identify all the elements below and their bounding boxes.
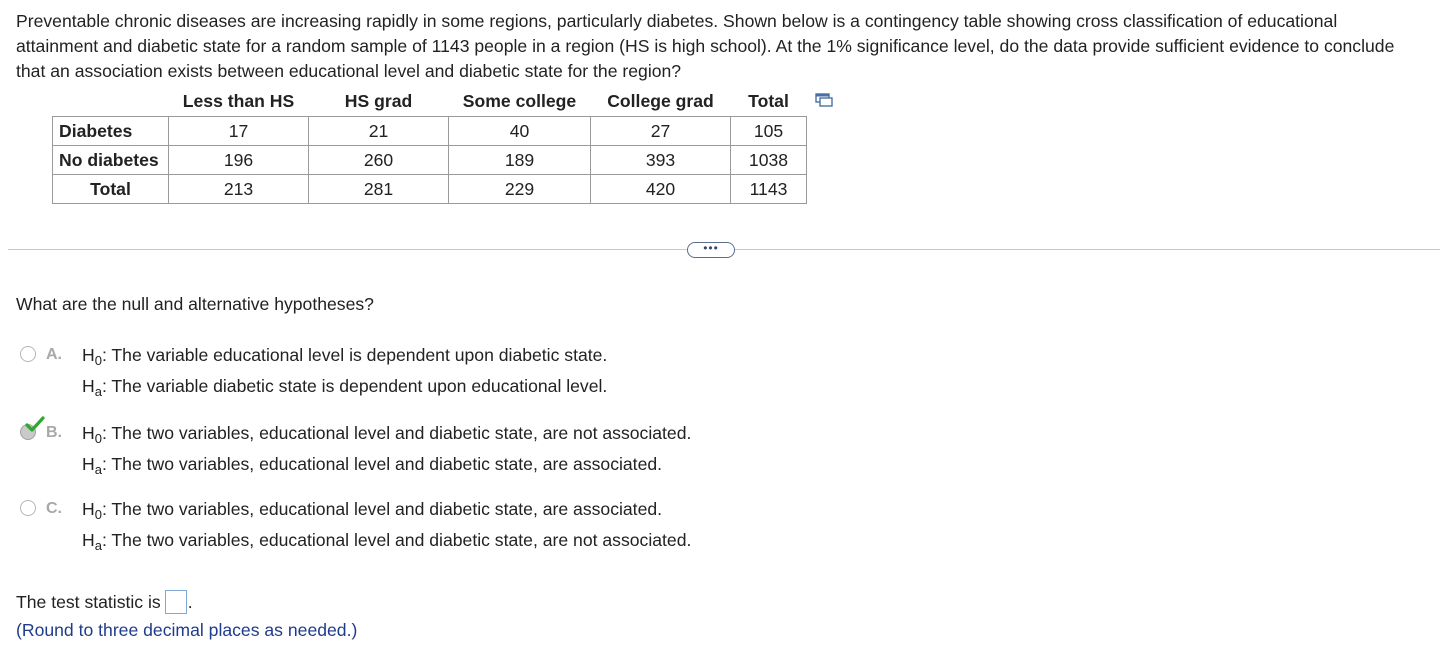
table-cell: 1038 [731, 146, 807, 175]
column-header-total: Total [748, 90, 789, 111]
alternative-hypothesis [82, 529, 691, 557]
table-row [53, 146, 807, 175]
test-statistic-line [16, 590, 193, 614]
h-subscript: a [94, 384, 102, 399]
null-hypothesis [82, 498, 662, 526]
table-cell: 213 [169, 175, 309, 204]
table-corner [53, 87, 169, 117]
column-header-less-than-hs: Less than HS [182, 90, 295, 111]
table-cell: 1143 [731, 175, 807, 204]
row-header-diabetes: Diabetes [53, 117, 169, 146]
rounding-note: (Round to three decimal places as needed.) [16, 620, 358, 640]
table-cell: 21 [309, 117, 449, 146]
row-header-total: Total [53, 175, 169, 204]
radio-option-a[interactable] [20, 346, 36, 362]
h-subscript: a [94, 538, 102, 553]
question-text: What are the null and alternative hypotheses? [16, 294, 374, 314]
table-row [53, 175, 807, 204]
h-subscript: 0 [94, 507, 102, 522]
row-header-no-diabetes: No diabetes [53, 146, 169, 175]
h-subscript: a [94, 462, 102, 477]
hypothesis-text: : The two variables, educational level and diabetic state, are associated. [101, 499, 663, 519]
test-statistic-label: The test statistic is [16, 592, 161, 612]
table-cell: 393 [591, 146, 731, 175]
problem-statement: Preventable chronic diseases are increasing rapidly in some regions, particularly diabetes. Shown below is a contingency table showing cross classification of educational attainment and diabetic state for a random sample of 1143 people in a region (HS is high school). At the 1% significance level, do the data provide sufficient evidence to conclude that an association exists between educational level and diabetic state for the region? [16, 11, 1395, 81]
table-cell: 229 [449, 175, 591, 204]
h-subscript: 0 [94, 431, 102, 446]
column-header-some-college: Some college [462, 90, 577, 111]
table-cell: 105 [731, 117, 807, 146]
null-hypothesis [82, 422, 691, 450]
h-symbol: H [82, 423, 95, 443]
table-cell: 17 [169, 117, 309, 146]
h-symbol: H [82, 376, 95, 396]
table-cell: 260 [309, 146, 449, 175]
hypothesis-text: : The two variables, educational level and diabetic state, are not associated. [101, 423, 692, 443]
table-cell: 40 [449, 117, 591, 146]
alternative-hypothesis [82, 453, 662, 481]
test-statistic-input[interactable] [165, 590, 187, 614]
table-cell: 420 [591, 175, 731, 204]
checkmark-icon [24, 416, 46, 434]
table-header-row [53, 87, 807, 117]
radio-option-c[interactable] [20, 500, 36, 516]
table-cell: 281 [309, 175, 449, 204]
option-letter: B. [46, 424, 62, 441]
contingency-table [52, 87, 807, 204]
copy-table-icon[interactable] [815, 93, 833, 107]
table-cell: 27 [591, 117, 731, 146]
option-letter: C. [46, 500, 62, 517]
hypothesis-text: : The two variables, educational level and diabetic state, are associated. [101, 454, 663, 474]
h-symbol: H [82, 345, 95, 365]
hypothesis-text: : The two variables, educational level and diabetic state, are not associated. [101, 530, 692, 550]
h-subscript: 0 [94, 353, 102, 368]
hypothesis-text: : The variable educational level is dependent upon diabetic state. [101, 345, 608, 365]
table-cell: 196 [169, 146, 309, 175]
table-row [53, 117, 807, 146]
h-symbol: H [82, 499, 95, 519]
column-header-college-grad: College grad [607, 90, 714, 111]
h-symbol: H [82, 454, 95, 474]
table-cell: 189 [449, 146, 591, 175]
null-hypothesis [82, 344, 607, 372]
option-letter: A. [46, 346, 62, 363]
more-options-button[interactable]: ••• [687, 242, 735, 258]
hypothesis-text: : The variable diabetic state is dependent upon educational level. [101, 376, 608, 396]
h-symbol: H [82, 530, 95, 550]
alternative-hypothesis [82, 375, 607, 403]
column-header-hs-grad: HS grad [344, 90, 413, 111]
test-statistic-suffix: . [187, 592, 193, 612]
